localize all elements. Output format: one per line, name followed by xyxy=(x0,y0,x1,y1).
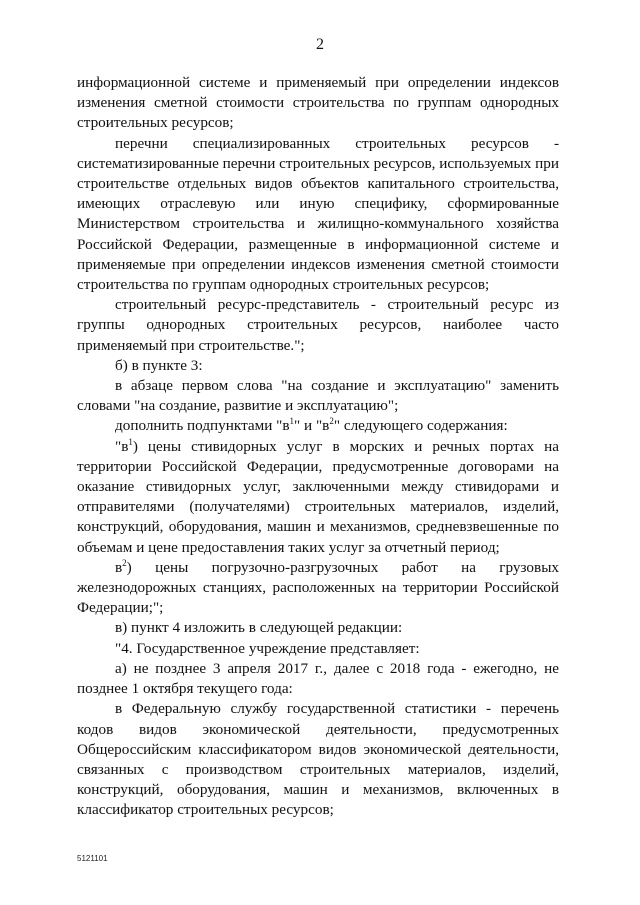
item-v1-sup: 1 xyxy=(128,436,133,447)
item-v1-text: ) цены стивидорных услуг в морских и речных портах на территории Российской Федерации, предусмотренные договорами на оказание стивидорных услуг, заключенными между стивидорами и отправителями (получателями) строительных материалов, изделий, конструкций, оборудования, машин и механизмов, средневзвешенные по объемам и цене предоставления таких услуг за отчетный период; xyxy=(77,437,559,556)
paragraph-5: в абзаце первом слова "на создание и эксплуатацию" заменить словами "на создание, развитие и эксплуатацию"; xyxy=(77,377,559,415)
supplement-sup2: 2 xyxy=(329,416,334,427)
paragraph-1: информационной системе и применяемый при определении индексов изменения сметной стоимости строительства по группам однородных строительных ресурсов; xyxy=(77,74,559,132)
supplement-suffix: " следующего содержания: xyxy=(333,417,508,435)
supplement-sup1: 1 xyxy=(289,416,295,427)
item-v1 xyxy=(77,437,559,558)
supplement-middle: " и "в xyxy=(294,417,330,435)
item-v2 xyxy=(77,558,559,619)
document-body xyxy=(77,73,559,821)
paragraph-after-4: в Федеральную службу государственной статистики - перечень кодов видов экономической деятельности, предусмотренных Общероссийским классификатором видов экономической деятельности, связанных с производством строительных материалов, изделий, конструкций, оборудования, машин и механизмов, включенных в классификатор строительных ресурсов; xyxy=(77,700,559,819)
paragraph-after-1: в) пункт 4 изложить в следующей редакции: xyxy=(115,619,403,637)
page-number: 2 xyxy=(316,36,324,53)
item-v1-prefix: "в xyxy=(115,437,129,455)
paragraph-3: строительный ресурс-представитель - строительный ресурс из группы однородных строительных ресурсов, наиболее часто применяемый при строительстве."; xyxy=(77,296,559,354)
supplement-prefix: дополнить подпунктами "в xyxy=(115,417,290,435)
paragraph-after-2: "4. Государственное учреждение представляет: xyxy=(115,639,420,657)
paragraph-2: перечни специализированных строительных ресурсов - систематизированные перечни строительных ресурсов, используемых при строительстве отдельных видов объектов капитального строительства, имеющих отраслевую или иную специфику, сформированные Министерством строительства и жилищно-коммунального хозяйства Российской Федерации, размещенные в информационной системе и применяемые при определении индексов изменения сметной стоимости строительства по группам однородных строительных ресурсов; xyxy=(77,134,559,294)
item-v2-text: ) цены погрузочно-разгрузочных работ на грузовых железнодорожных станциях, расположенных на территории Российской Федерации;"; xyxy=(77,558,559,617)
paragraph-4: б) в пункте 3: xyxy=(115,356,203,374)
document-code: 5121101 xyxy=(77,854,108,863)
item-v2-prefix: в xyxy=(115,558,123,576)
item-v2-sup: 2 xyxy=(122,557,127,568)
paragraph-supplement xyxy=(77,416,559,436)
paragraph-after-3: а) не позднее 3 апреля 2017 г., далее с 2018 года - ежегодно, не позднее 1 октября текущего года: xyxy=(77,659,559,698)
